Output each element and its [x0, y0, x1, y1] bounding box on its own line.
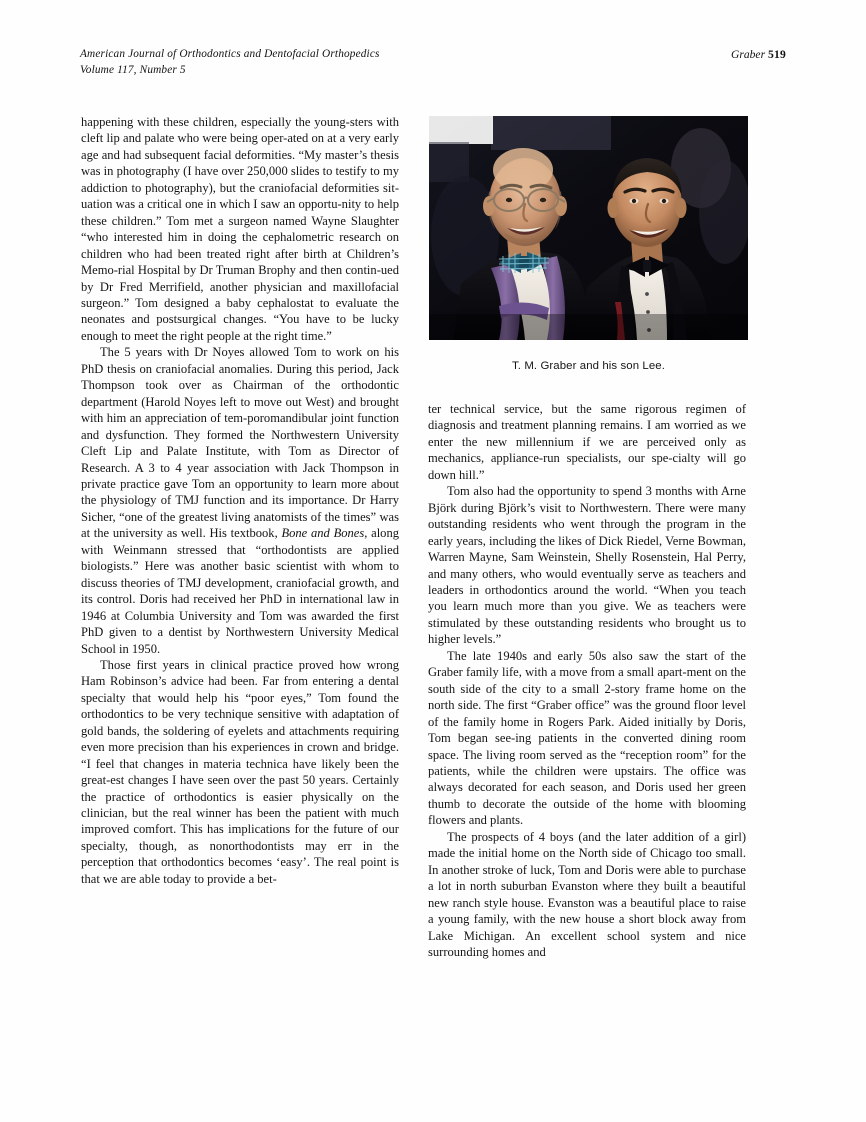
- figure: [429, 116, 748, 373]
- running-head-right: [731, 47, 786, 63]
- author-name: Graber: [730, 48, 766, 61]
- paragraph-text: happening with these children, especially the young-sters with cleft lip and palate who were being oper-ated on at a very early age and had subsequent facial deformities. “My master’s thesis was in photography (I have over 250,000 slides to testify to my addiction to photography), but the craniofacial deformities sit-uation was a critical one in which I saw an opportu-nity to help these children.” Tom met a surgeon named Wayne Slaughter “who interested him in doing the cephalometric research on children who had been treated right after birth at Children’s Memo-rial Hospital by Dr Truman Brophy and then contin-ued by Dr Fred Merrifield, another physician and maxillofacial surgeon.” Tom designed a baby cephalostat to evaluate the neonates and postsurgical changes. “You have to be lucky enough to meet the right people at the right time.”: [81, 115, 399, 343]
- left-text-column: [81, 114, 399, 887]
- paragraph-text: , along with Weinmann stressed that “orthodontists are applied biologists.” Here was another basic scientist with whom to discuss theories of TMJ development, craniofacial growth, and its control. Doris had received her PhD in international law in 1946 at Columbia University and Tom was awarded the first PhD given to a dentist by Northwestern University Medical School in 1950.: [81, 526, 399, 656]
- body-paragraph: [428, 829, 746, 961]
- body-paragraph: [428, 401, 746, 483]
- running-head-left: [80, 47, 380, 78]
- paragraph-text: ter technical service, but the same rigorous regimen of diagnosis and treatment planning remains. I am worried as we enter the new millennium if we are perceived only as mechanics, appliance-run specialists, our spe-cialty will go down hill.”: [428, 402, 746, 482]
- figure-caption: T. M. Graber and his son Lee.: [512, 360, 665, 372]
- paragraph-text: The 5 years with Dr Noyes allowed Tom to work on his PhD thesis on craniofacial anomalies. During this period, Jack Thompson took over as Chairman of the orthodontic department (Harold Noyes left to move out West) and brought with him an appreciation of tem-poromandibular joint function and dysfunction. They formed the Northwestern University Cleft Lip and Palate Institute, with Tom as Director of Research. A 3 to 4 year association with Jack Thompson in private practice gave Tom an opportunity to learn more about the physiology of TMJ function and its importance. Dr Harry Sicher, “one of the greatest living anatomists of the times” was at the university as well. His textbook,: [81, 345, 399, 541]
- paragraph-text: The late 1940s and early 50s also saw the start of the Graber family life, with a move from a small apart-ment on the south side of the city to a small 2-story frame home on the north side. The first “Graber office” was the ground floor level of the family home in Rogers Park. Aided initially by Doris, Tom began see-ing patients in the converted dining room space. The living room served as the “reception room” for the patients, while the children were upstairs. The office was always decorated for each season, and Doris used her green thumb to decorate the outside of the home with blooming flowers and plants.: [428, 648, 746, 828]
- right-text-column: [428, 401, 746, 960]
- journal-name: American Journal of Orthodontics and Dentofacial Orthopedics: [80, 48, 380, 60]
- body-paragraph: [81, 657, 399, 887]
- body-paragraph: [81, 114, 399, 344]
- italic-title: Bone and Bones: [281, 526, 365, 541]
- body-paragraph: [81, 344, 399, 657]
- running-head: [80, 47, 786, 78]
- body-paragraph: [428, 648, 746, 829]
- paragraph-text: Those first years in clinical practice proved how wrong Ham Robinson’s advice had been. Far from entering a dental specialty that would help his “poor eyes,” Tom found the orthodontics to be very technique sensitive with adaptation of gold bands, the soldering of eyelets and attachments requiring even more precision than his experiences in crown and bridge. “I feel that changes in materia technica have likely been the great-est changes I have seen over the past 50 years. Certainly the practice of orthodontics is easier physically on the clinician, but the real winner has been the patient with much improved comfort. This has implications for the future of our specialty, though, as nonorthodontists may err in the perception that orthodontics becomes ‘easy’. The real point is that we are able today to provide a bet-: [81, 657, 399, 886]
- body-paragraph: [428, 483, 746, 648]
- paragraph-text: The prospects of 4 boys (and the later addition of a girl) made the initial home on the North side of Chicago too small. In another stroke of luck, Tom and Doris were able to purchase a lot in north suburban Evanston where they built a beautiful new ranch style house. Evanston was a beautiful place to raise a young family, with the new house a short block away from Lake Michigan. An excellent school system and nice surrounding homes and: [428, 829, 746, 959]
- paragraph-text: Tom also had the opportunity to spend 3 months with Arne Björk during Björk’s visit to Northwestern. There were many outstanding residents who went through the program in the early years, including the likes of Dick Riedel, Verne Bowman, Warren Mayne, Sam Weinstein, Shelly Rosenstein, Hal Perry, and many others, who would eventually serve as teachers and leaders in orthodontics around the world. “When you teach you learn much more than you give. We as teachers were stimulated by these outstanding residents who brought us to higher levels.”: [428, 484, 746, 647]
- photograph-svg: [429, 116, 748, 340]
- volume-issue: Volume 117, Number 5: [80, 63, 186, 76]
- photograph: [429, 116, 748, 340]
- page-number: 519: [768, 48, 786, 61]
